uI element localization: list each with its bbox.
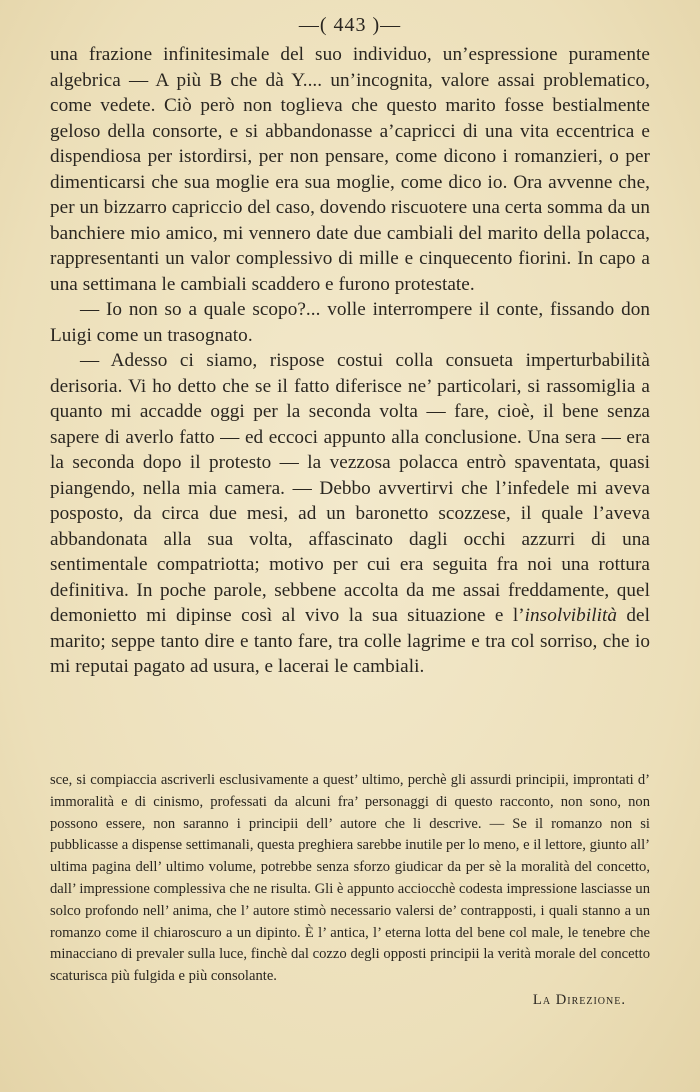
paragraph-2: — Io non so a quale scopo?... volle interrompere il conte, fissando don Luigi come un trasognato. xyxy=(50,299,650,346)
footnote-text: sce, si compiaccia ascriverli esclusivamente a quest’ ultimo, perchè gli assurdi principii, improntati d’ immoralità e di cinismo, professati da alcuni fra’ personaggi di questo racconto, non sono, non possono essere, non saranno i principii dell’ autore che li descrive. — Se il romanzo non si pubblicasse a dispense settimanali, questa preghiera sarebbe inutile per lo meno, e il lettore, giunto all’ ultima pagina dell’ ultimo volume, potrebbe senza sforzo giudicar da per sè la moralità del concetto, dall’ impressione complessiva che ne risulta. Gli è appunto acciocchè codesta impressione lasciasse un solco profondo nell’ anima, che l’ autore stimò necessario valersi de’ contrapposti, i quali stanno a un romanzo come il chiaroscuro a un dipinto. È l’ antica, l’ eterna lotta del bene col male, le tenebre che minacciano di prevaler sulla luce, finchè dal cozzo degli opposti principii la verità morale del concetto scaturisca più fulgida e più consolante. xyxy=(50,772,650,985)
page-number: —( 443 )— xyxy=(298,14,402,36)
paragraph-1: una frazione infinitesimale del suo individuo, un’espressione puramente algebrica — A più B che dà Y.... un’incognita, valore assai problematico, come vedete. Ciò però non toglieva che questo marito fosse bestialmente geloso della consorte, e si abbandonasse a’capricci di una vita eccentrica e dispendiosa per istordirsi, per non pensare, come dicono i romanzieri, o per dimenticarsi che sua moglie era sua moglie, come dico io. Ora avvenne che, per un bizzarro capriccio del caso, dovendo riscuotere una certa somma da un banchiere mio amico, mi vennero date due cambiali del marito della polacca, rappresentanti un valor complessivo di mille e cinquecento fiorini. In capo a una settimana le cambiali scaddero e furono protestate. xyxy=(50,44,650,295)
paragraph-3-text-b: del marito; seppe tanto dire e tanto fare, tra colle lagrime e tra col sorriso, che io mi reputai pagato ad usura, e lacerai le cambiali. xyxy=(50,605,650,677)
paragraph-3 xyxy=(50,348,650,680)
paragraph-3-italic: insolvibilità xyxy=(524,605,617,626)
paragraph-3-text-a: — Adesso ci siamo, rispose costui colla consueta imperturbabilità derisoria. Vi ho detto che se il fatto diferisce ne’ particolari, si rassomiglia a quanto mi accadde oggi per la seconda volta — fare, cioè, il bene senza sapere di averlo fatto — ed eccoci appunto alla conclusione. Una sera — era la seconda dopo il protesto — la vezzosa polacca entrò spaventata, quasi piangendo, nella mia camera. — Debbo avvertirvi che l’infedele mi aveva posposto, da circa due mesi, ad un baronetto scozzese, il quale l’aveva abbandonata alla sua volta, affascinato dagli occhi azzurri di una sentimentale compatriotta; motivo per cui era seguita fra noi una rottura definitiva. In poche parole, sebbene accolta da me assai freddamente, quel demonietto mi dipinse così al vivo la sua situazione e l’ xyxy=(50,350,650,626)
signature: La Direzione. xyxy=(532,991,626,1008)
footnote xyxy=(50,770,650,1012)
main-text xyxy=(50,42,650,680)
